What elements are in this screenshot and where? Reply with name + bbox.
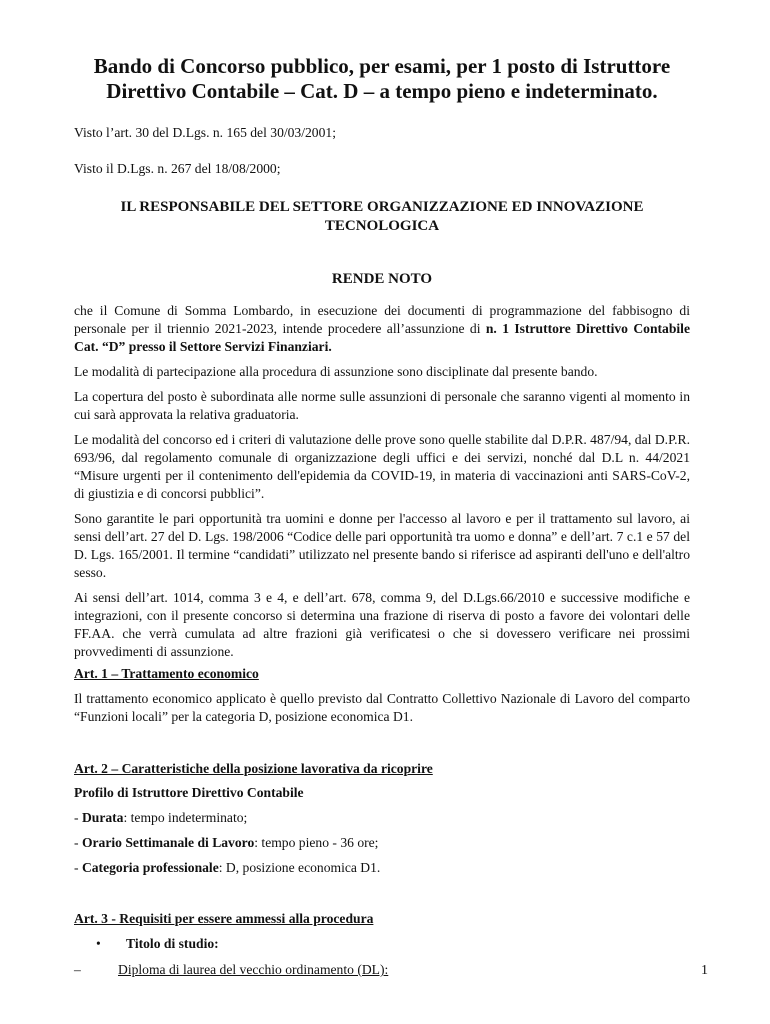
dash-icon: – (74, 962, 81, 977)
dash-text: Diploma di laurea del vecchio ordinamento (DL): (118, 962, 389, 977)
item-value: : tempo indeterminato; (123, 810, 248, 825)
paragraph-copertura: La copertura del posto è subordinata alle norme sulle assunzioni di personale che saranno vigenti al momento in cui sarà approvata la relativa graduatoria. (74, 389, 690, 422)
item-value: : tempo pieno - 36 ore; (254, 835, 379, 850)
art2-item-categoria (74, 859, 690, 877)
item-label: Orario Settimanale di Lavoro (81, 835, 255, 850)
paragraph-concorso: Le modalità del concorso ed i criteri di valutazione delle prove sono quelle stabilite dal D.P.R. 487/94, dal D.P.R. 693/96, dal regolamento comunale di organizzazione degli uffici e dei servizi, nonché dal D.L n. 44/2021 “Misure urgenti per il contenimento dell'epidemia da COVID-19, in materia di vaccinazioni anti SARS-CoV-2, di giustizia e di concorsi pubblici”. (74, 432, 690, 501)
visto-line-1: Visto l’art. 30 del D.Lgs. n. 165 del 30/03/2001; (74, 125, 336, 140)
item-prefix: - (74, 860, 82, 875)
art2-profile: Profilo di Istruttore Direttivo Contabile (74, 785, 304, 800)
art1-heading: Art. 1 – Trattamento economico (74, 666, 259, 681)
rende-noto-heading: RENDE NOTO (331, 271, 433, 287)
bullet-text: Titolo di studio: (126, 936, 219, 951)
visto-line-2: Visto il D.Lgs. n. 267 del 18/08/2000; (74, 161, 281, 176)
item-prefix: - (74, 835, 82, 850)
item-value: : D, posizione economica D1. (218, 860, 381, 875)
art2-heading: Art. 2 – Caratteristiche della posizione lavorativa da ricoprire (74, 761, 433, 776)
intro-text: che il Comune di Somma Lombardo, in esecuzione dei documenti di programmazione del fabbisogno di personale per il triennio 2021-2023, intende procedere all’assunzione di (74, 303, 690, 336)
item-label: Categoria professionale (81, 860, 219, 875)
paragraph-riserva: Ai sensi dell’art. 1014, comma 3 e 4, e dell’art. 678, comma 9, del D.Lgs.66/2010 e successive modifiche e integrazioni, con il presente concorso si determina una frazione di riserva di posto a favore dei volontari delle FF.AA. che verrà cumulata ad altre frazioni già verificatesi o che si dovessero verificare nei prossimi provvedimenti di assunzione. (74, 590, 690, 659)
art1-text: Il trattamento economico applicato è quello previsto dal Contratto Collettivo Nazionale di Lavoro del comparto “Funzioni locali” per la categoria D, posizione economica D1. (74, 691, 690, 724)
bullet-icon: • (96, 936, 101, 951)
intro-bold-text: n. 1 Istruttore Direttivo Contabile Cat. “D” presso il Settore Servizi Finanziari. (74, 321, 690, 354)
art3-heading: Art. 3 - Requisiti per essere ammessi alla procedura (74, 911, 374, 926)
dash-diploma-laurea (74, 961, 690, 979)
page-number: 1 (701, 963, 708, 978)
document-page (74, 54, 690, 979)
authority-heading: IL RESPONSABILE DEL SETTORE ORGANIZZAZIONE ED INNOVAZIONE TECNOLOGICA (120, 199, 644, 234)
paragraph-pari-opportunita: Sono garantite le pari opportunità tra uomini e donne per l'accesso al lavoro e per il trattamento sul lavoro, ai sensi dell’art. 27 del D. Lgs. 198/2006 “Codice delle pari opportunità tra uomo e donna” e dell’art. 7 c.1 e 57 del D. Lgs. 165/2001. Il termine “candidati” utilizzato nel presente bando si riferisce ad aspiranti dell'uno e dell'altro sesso. (74, 511, 690, 580)
item-prefix: - (74, 810, 82, 825)
art2-item-orario (74, 834, 690, 852)
item-label: Durata (81, 810, 124, 825)
intro-paragraph (74, 302, 690, 356)
bullet-titolo-studio (74, 935, 690, 953)
paragraph-modalita: Le modalità di partecipazione alla procedura di assunzione sono disciplinate dal presente bando. (74, 364, 598, 379)
document-title: Bando di Concorso pubblico, per esami, per 1 posto di Istruttore Direttivo Contabile – Cat. D – a tempo pieno e indeterminato. (93, 54, 671, 103)
art2-item-durata (74, 809, 690, 827)
